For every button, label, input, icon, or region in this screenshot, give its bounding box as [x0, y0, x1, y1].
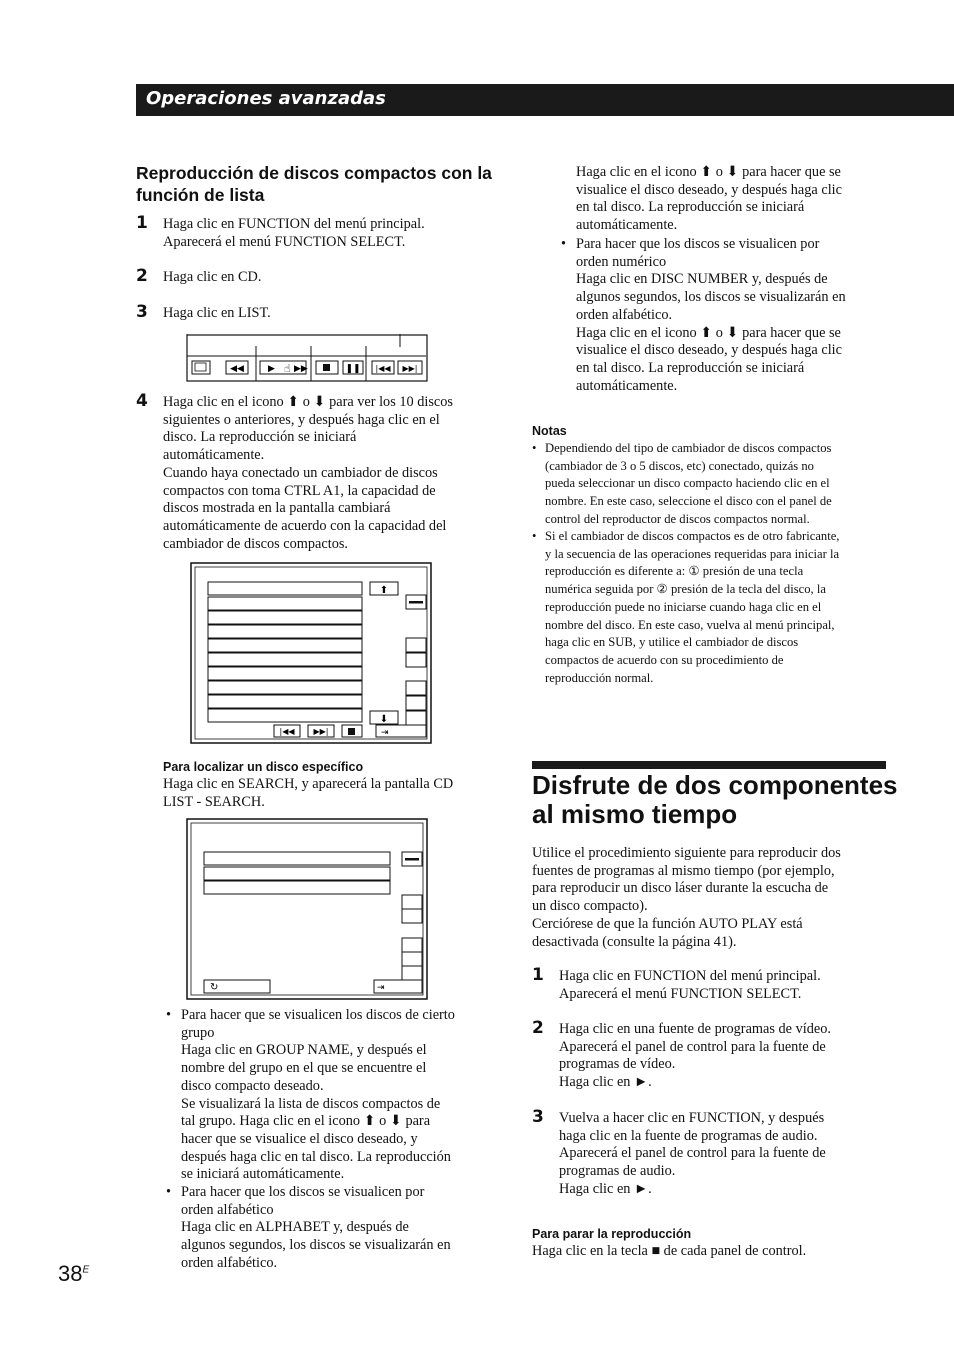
section-title: Operaciones avanzadas [146, 88, 386, 109]
two-components-title: Disfrute de dos componentes al mismo tiempo [532, 770, 898, 829]
svg-text:⬇: ⬇ [379, 714, 389, 725]
locate-disc-text: Haga clic en SEARCH, y aparecerá la pantalla CD LIST - SEARCH. [163, 776, 454, 810]
step-number: 4 [136, 391, 148, 411]
cd-list-search-screen-illustration [186, 818, 429, 1001]
step-number: 1 [532, 965, 544, 985]
svg-text:▶▶|: ▶▶| [402, 364, 418, 373]
locate-disc-label: Para localizar un disco específico [163, 760, 364, 774]
stop-playback-text: Haga clic en la tecla ■ de cada panel de control. [532, 1243, 807, 1259]
step-text: Haga clic en FUNCTION del menú principal. Aparecerá el menú FUNCTION SELECT. [559, 968, 821, 1002]
continued-text: Haga clic en el icono ⬆ o ⬇ para hacer que se visualice el disco deseado, y después haga clic en tal disco. La reproducción se iniciará automáticamente. [576, 164, 842, 234]
page-number: $38^E$ [58, 1261, 90, 1286]
svg-text:|◀◀: |◀◀ [279, 727, 295, 736]
svg-text:☝: ☝ [284, 362, 291, 375]
step-text: Haga clic en FUNCTION del menú principal. Aparecerá el menú FUNCTION SELECT. [163, 216, 425, 250]
step-text: Haga clic en LIST. [163, 305, 271, 321]
stop-playback-label: Para parar la reproducción [532, 1227, 692, 1241]
section-banner [136, 84, 954, 116]
group-name-bullet: Para hacer que se visualicen los discos de cierto grupo Haga clic en GROUP NAME, y después el nombre del grupo en el que se encuentre el disco compacto deseado. Se visualizará la lista de discos compactos de tal grupo. Haga clic en el icono ⬆ o ⬇ para hacer que se visualice el disco deseado, y después haga clic en tal disco. La reproducción se iniciará automáticamente. [181, 1007, 455, 1183]
svg-text:◀◀: ◀◀ [230, 364, 244, 374]
step-text: Haga clic en CD. [163, 269, 262, 285]
section-divider-bar [532, 761, 886, 769]
svg-text:▶: ▶ [268, 364, 275, 374]
step-number: 3 [532, 1107, 544, 1127]
svg-text:⇥: ⇥ [381, 728, 389, 738]
step-number: 1 [136, 213, 148, 233]
svg-text:▶▶: ▶▶ [294, 364, 308, 374]
alphabet-bullet: Para hacer que los discos se visualicen por orden alfabético Haga clic en ALPHABET y, después de algunos segundos, los discos se visualizarán en orden alfabético. [181, 1184, 451, 1271]
cd-list-screen-illustration [190, 562, 433, 745]
svg-text:▶▶|: ▶▶| [313, 727, 329, 736]
step-text: Haga clic en una fuente de programas de vídeo. Aparecerá el panel de control para la fuente de programas de vídeo. Haga clic en ►. [559, 1021, 831, 1091]
step-number: 2 [532, 1018, 544, 1038]
cd-control-panel-illustration [186, 334, 428, 382]
svg-text:|◀◀: |◀◀ [375, 364, 391, 373]
step-number: 3 [136, 302, 148, 322]
step-number: 2 [136, 266, 148, 286]
disc-number-bullet: Para hacer que los discos se visualicen por orden numérico Haga clic en DISC NUMBER y, después de algunos segundos, los discos se visualizarán en orden alfabético. Haga clic en el icono ⬆ o ⬇ para hacer que se visualice el disco deseado, y después haga clic en tal disco. La reproducción se iniciará automáticamente. [576, 236, 846, 394]
notes-title: Notas [532, 424, 567, 438]
svg-text:⬆: ⬆ [379, 585, 389, 596]
note-item: Si el cambiador de discos compactos es de otro fabricante, y la secuencia de las operaciones requeridas para iniciar la reproducción es diferente a: ① presión de una tecla numérica seguida por ② presión de la tecla del disco, la reproducción puede no iniciarse cuando haga clic en el nombre del disco. En este caso, vuelva al menú principal, haga clic en SUB, y utilice el cambiador de discos compactos de acuerdo con su procedimiento de reproducción normal. [545, 529, 840, 685]
step-text: Haga clic en el icono ⬆ o ⬇ para ver los 10 discos siguientes o anteriores, y después haga clic en el disco. La reproducción se iniciará automáticamente. Cuando haya conectado un cambiador de discos compactos con toma CTRL A1, la capacidad de discos mostrada en la pantalla cambiará automáticamente de acuerdo con la capacidad del cambiador de discos compactos. [163, 394, 453, 552]
svg-text:❚❚: ❚❚ [345, 364, 361, 374]
note-item: Dependiendo del tipo de cambiador de discos compactos (cambiador de 3 o 5 discos, etc) conectado, quizás no pueda seleccionar un disco compacto haciendo clic en el nombre. En este caso, seleccione el disco con el panel de control del reproductor de discos compactos normal. [545, 441, 832, 526]
svg-text:↻: ↻ [210, 982, 219, 993]
list-function-heading: Reproducción de discos compactos con la función de lista [136, 163, 492, 205]
step-text: Vuelva a hacer clic en FUNCTION, y después haga clic en la fuente de programas de audio. Aparecerá el panel de control para la fuente de programas de audio. Haga clic en ►. [559, 1110, 826, 1197]
svg-text:⇥: ⇥ [377, 983, 385, 993]
intro-text: Utilice el procedimiento siguiente para reproducir dos fuentes de programas al mismo tiempo (por ejemplo, para reproducir un disco láser durante la escucha de un disco compacto). Cerciórese de que la función AUTO PLAY está desactivada (consulte la página 41). [532, 845, 841, 950]
